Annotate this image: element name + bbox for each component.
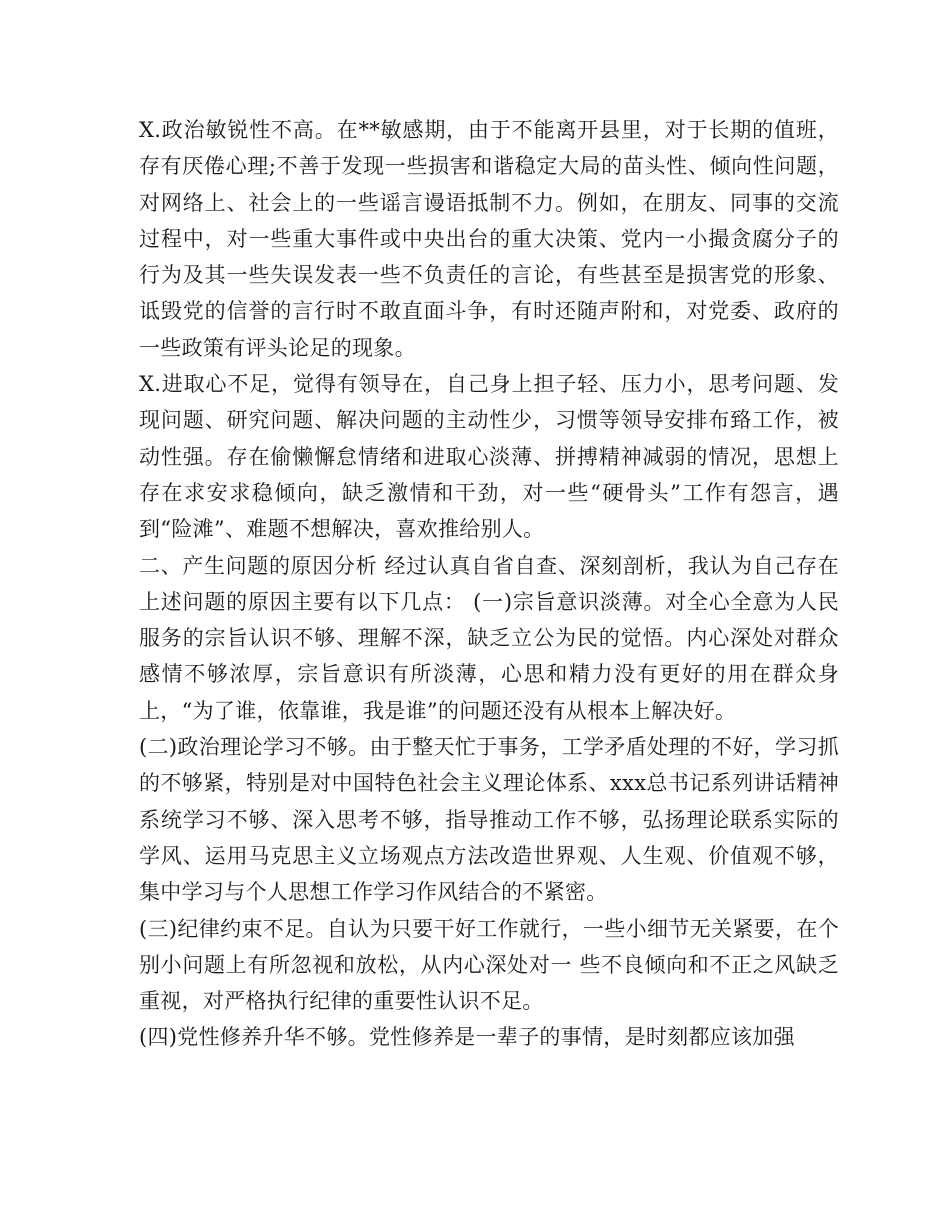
paragraph-party-spirit: (四)党性修养升华不够。党性修养是一辈子的事情，是时刻都应该加强 <box>139 1025 795 1050</box>
paragraph-theory-study: (二)政治理论学习不够。由于整天忙于事务，工学矛盾处理的不好，学习抓的不够紧，特别是对中国特色社会主义理论体系、xxx总书记系列讲话精神系统学习不够、深入思考不够，指导推动工作不够，弘扬理论联系实际的学风、运用马克思主义立场观点方法改造世界观、人生观、价值观不够，集中学习与个人思想工作学习作风结合的不紧密。 <box>139 735 839 905</box>
paragraph-cause-analysis: 二、产生问题的原因分析 经过认真自省自查、深刻剖析，我认为自己存在上述问题的原因主要有以下几点： (一)宗旨意识淡薄。对全心全意为人民服务的宗旨认识不够、理解不深，缺乏立公为民的觉悟。内心深处对群众感情不够浓厚，宗旨意识有所淡薄，心思和精力没有更好的用在群众身上，“为了谁，依靠谁，我是谁”的问题还没有从根本上解决好。 <box>139 553 839 723</box>
paragraph-discipline: (三)纪律约束不足。自认为只要干好工作就行，一些小细节无关紧要，在个别小问题上有所忽视和放松，从内心深处对一 些不良倾向和不正之风缺乏重视，对严格执行纪律的重要性认识不足。 <box>139 916 839 1014</box>
paragraph-political-sensitivity: X.政治敏锐性不高。在**敏感期，由于不能离开县里，对于长期的值班，存有厌倦心理;不善于发现一些损害和谐稳定大局的苗头性、倾向性问题，对网络上、社会上的一些谣言谩语抵制不力。例如，在朋友、同事的交流过程中，对一些重大事件或中央出台的重大决策、党内一小撮贪腐分子的行为及其一些失误发表一些不负责任的言论，有些甚至是损害党的形象、诋毁党的信誉的言行时不敢直面斗争，有时还随声附和，对党委、政府的一些政策有评头论足的现象。 <box>139 118 839 360</box>
document-body <box>139 112 839 1056</box>
paragraph-initiative: X.进取心不足，觉得有领导在，自己身上担子轻、压力小，思考问题、发现问题、研究问题、解决问题的主动性少，习惯等领导安排布臵工作，被动性强。存在偷懒懈怠情绪和进取心淡薄、拼搏精神减弱的情况，思想上存在求安求稳倾向，缺乏激情和干劲，对一些“硬骨头”工作有怨言，遇到“险滩”、难题不想解决，喜欢推给别人。 <box>139 372 839 542</box>
